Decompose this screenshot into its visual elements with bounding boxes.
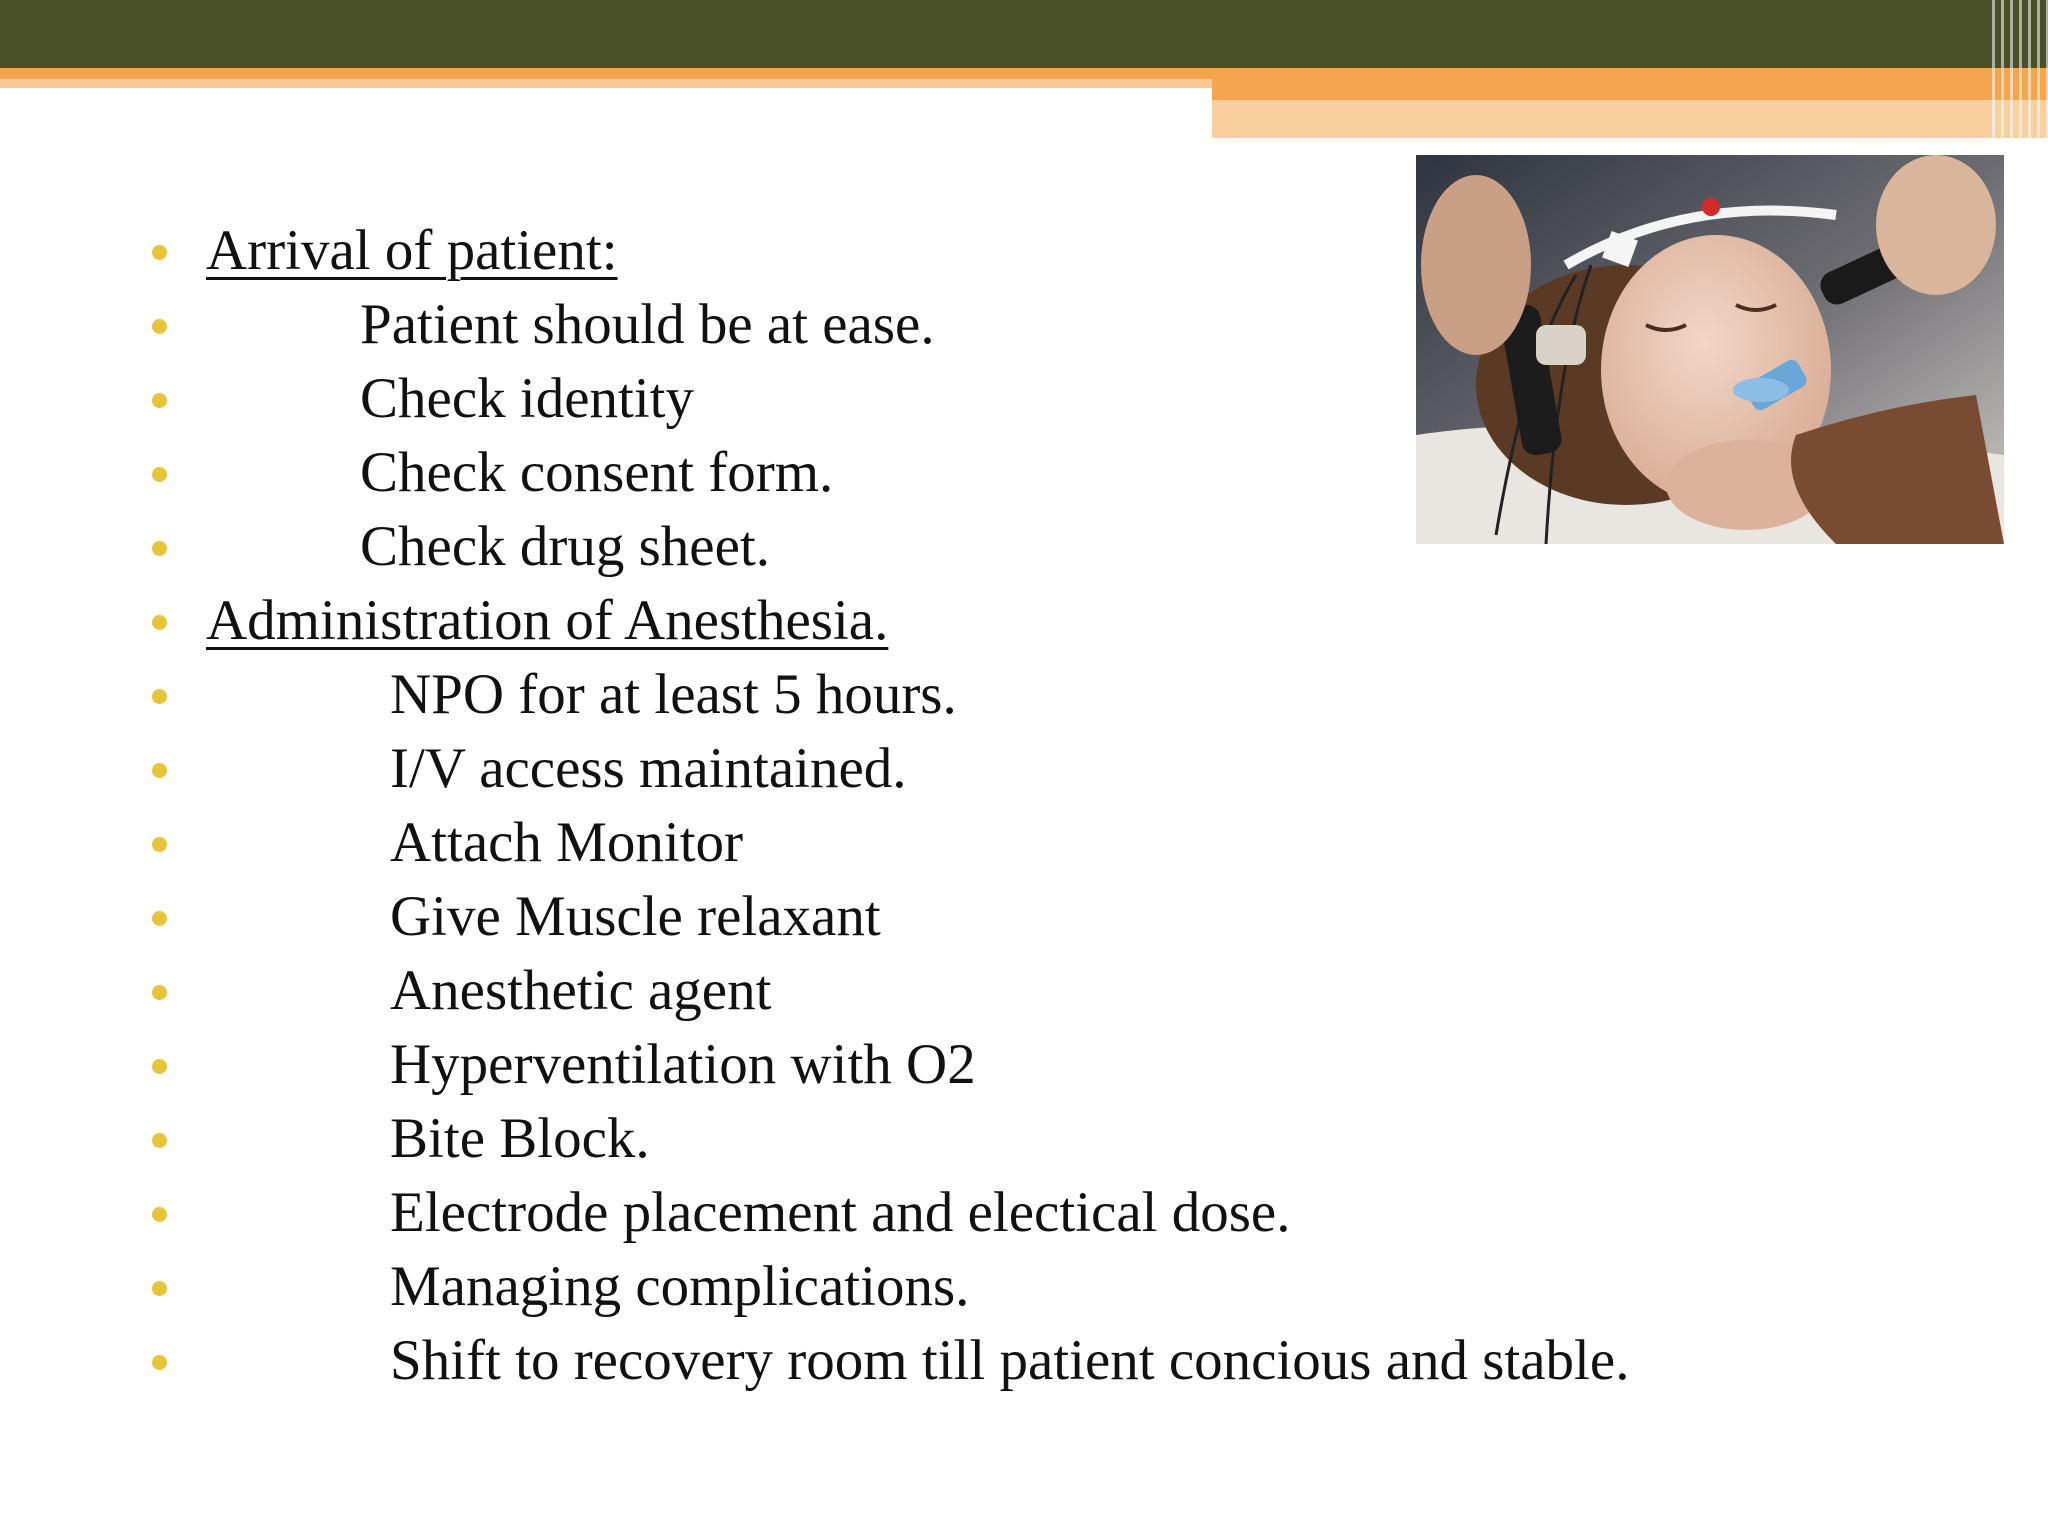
list-item	[140, 214, 1980, 288]
bullet-icon	[152, 467, 167, 482]
list-item-text: Anesthetic agent	[390, 959, 772, 1022]
list-item-text: NPO for at least 5 hours.	[390, 663, 957, 726]
bullet-icon	[152, 393, 167, 408]
bullet-icon	[152, 1133, 167, 1148]
bullet-icon	[152, 245, 167, 260]
bullet-icon	[152, 1207, 167, 1222]
list-item-text: Electrode placement and electical dose.	[390, 1181, 1291, 1244]
bullet-icon	[152, 1355, 167, 1370]
list-item-text: I/V access maintained.	[390, 737, 907, 800]
list-item-text: Bite Block.	[390, 1107, 650, 1170]
list-item	[140, 436, 1980, 510]
list-item-text: Check identity	[360, 367, 695, 430]
bullet-icon	[152, 541, 167, 556]
bullet-icon	[152, 1281, 167, 1296]
bullet-icon	[152, 615, 167, 630]
list-item	[140, 1250, 1980, 1324]
list-item	[140, 288, 1980, 362]
header-band-orange-right	[1212, 68, 2048, 100]
list-item	[140, 1102, 1980, 1176]
bullet-icon	[152, 911, 167, 926]
list-item	[140, 510, 1980, 584]
header-edge-stripes	[1992, 0, 2048, 138]
list-item-text: Managing complications.	[390, 1255, 970, 1318]
list-item	[140, 584, 1980, 658]
list-item-text: Shift to recovery room till patient concious and stable.	[390, 1329, 1630, 1392]
list-item	[140, 806, 1980, 880]
list-item-text: Arrival of patient:	[206, 219, 618, 282]
list-item	[140, 954, 1980, 1028]
list-item	[140, 1176, 1980, 1250]
list-item	[140, 658, 1980, 732]
bullet-list	[140, 214, 1980, 1398]
bullet-icon	[152, 1059, 167, 1074]
list-item-text: Attach Monitor	[390, 811, 744, 874]
list-item-text: Patient should be at ease.	[360, 293, 935, 356]
bullet-icon	[152, 837, 167, 852]
bullet-icon	[152, 763, 167, 778]
list-item-text: Hyperventilation with O2	[390, 1033, 976, 1096]
list-item	[140, 1028, 1980, 1102]
list-item	[140, 1324, 1980, 1398]
list-item	[140, 362, 1980, 436]
list-item-text: Give Muscle relaxant	[390, 885, 881, 948]
list-item	[140, 880, 1980, 954]
list-item-text: Check drug sheet.	[360, 515, 770, 578]
bullet-icon	[152, 689, 167, 704]
header-band-orange-left	[0, 68, 1212, 88]
list-item-text: Administration of Anesthesia.	[206, 589, 889, 652]
header-band-peach	[1212, 100, 2048, 138]
list-item	[140, 732, 1980, 806]
list-item-text: Check consent form.	[360, 441, 834, 504]
bullet-icon	[152, 985, 167, 1000]
bullet-icon	[152, 319, 167, 334]
header-band-olive	[0, 0, 2048, 68]
